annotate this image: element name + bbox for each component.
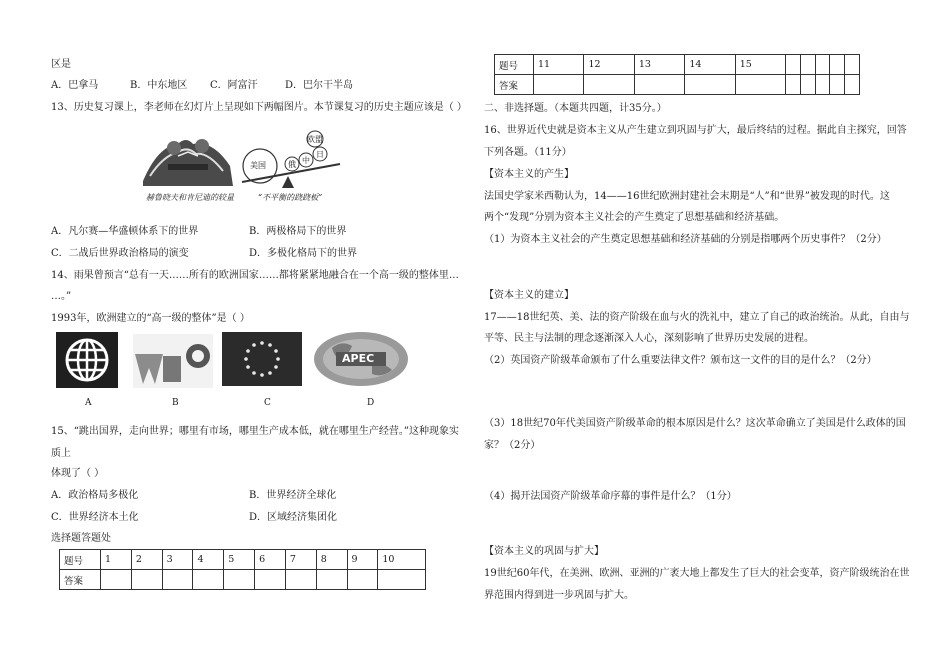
answer-cell[interactable] bbox=[735, 75, 785, 95]
answer-table-1-10 bbox=[59, 549, 426, 590]
part2-title: 二、非选择题。（本题共四题，计35分。） bbox=[484, 103, 667, 114]
section2-para-line1: 17——18世纪英、美、法的资产阶级在血与火的洗礼中，建立了自己的政治统治。从此，自由与 bbox=[484, 312, 910, 323]
table-cell: 4 bbox=[193, 550, 224, 570]
answer-cell[interactable] bbox=[786, 75, 801, 95]
seesaw-label-russia: 俄 bbox=[288, 160, 296, 169]
answer-cell[interactable] bbox=[101, 570, 132, 590]
table-cell: 11 bbox=[534, 55, 584, 75]
q15-option-c[interactable]: C．世界经济本土化 bbox=[51, 512, 139, 523]
cartoon-caption: 赫鲁晓夫和肯尼迪的较量 bbox=[146, 193, 234, 202]
table-row bbox=[495, 75, 860, 95]
world-bank-logo-icon bbox=[56, 332, 118, 388]
answer-cell[interactable] bbox=[685, 75, 735, 95]
question-1: （1）为资本主义社会的产生奠定思想基础和经济基础的分别是指哪两个历史事件？（2分） bbox=[484, 234, 887, 245]
seesaw-label-usa: 美国 bbox=[250, 161, 266, 170]
logo-label-a[interactable]: A bbox=[85, 398, 92, 408]
table-cell: 答案 bbox=[60, 570, 101, 590]
q14-line3: 1993年，欧洲建立的“高一级的整体”是（ ） bbox=[51, 313, 250, 324]
answer-cell[interactable] bbox=[584, 75, 634, 95]
q15-option-a[interactable]: A．政治格局多极化 bbox=[51, 490, 139, 501]
table-cell bbox=[845, 55, 860, 75]
question-2: （2）英国资产阶级革命颁布了什么重要法律文件？颁布这一文件的目的是什么？（2分） bbox=[484, 355, 877, 366]
table-cell: 13 bbox=[634, 55, 684, 75]
answer-cell[interactable] bbox=[815, 75, 830, 95]
table-cell bbox=[815, 55, 830, 75]
answer-cell[interactable] bbox=[347, 570, 378, 590]
q15-option-d[interactable]: D．区域经济集团化 bbox=[249, 512, 338, 523]
q15-option-b[interactable]: B．世界经济全球化 bbox=[249, 490, 337, 501]
seesaw-caption: “不平衡的跷跷板” bbox=[258, 193, 323, 202]
section1-para-line1: 法国史学家米西勒认为，14——16世纪欧洲封建社会末期是“人”和“世界”被发现的时代。这 bbox=[484, 191, 890, 202]
q12-tail: 区是 bbox=[51, 59, 71, 70]
table-cell: 7 bbox=[285, 550, 316, 570]
seesaw-label-eu: 欧盟 bbox=[307, 135, 323, 144]
answer-cell[interactable] bbox=[634, 75, 684, 95]
answer-cell[interactable] bbox=[534, 75, 584, 95]
question-3-line2: 家？（2分） bbox=[484, 440, 541, 451]
table-cell bbox=[786, 55, 801, 75]
q16-line1: 16、世界近代史就是资本主义从产生建立到巩固与扩大，最后终结的过程。据此自主探究，回答 bbox=[484, 125, 907, 136]
answer-cell[interactable] bbox=[193, 570, 224, 590]
q12-option-d[interactable]: D．巴尔干半岛 bbox=[285, 80, 354, 91]
table-cell bbox=[830, 55, 845, 75]
q15-line1: 15、“跳出国界，走向世界；哪里有市场，哪里生产成本低，就在哪里生产经营。”这种现象实 bbox=[51, 426, 459, 437]
table-cell: 3 bbox=[162, 550, 193, 570]
answer-cell[interactable] bbox=[162, 570, 193, 590]
question-4: （4）揭开法国资产阶级革命序幕的事件是什么？（1分） bbox=[484, 491, 737, 502]
table-cell: 题号 bbox=[60, 550, 101, 570]
question-3-line1: （3）18世纪70年代美国资产阶级革命的根本原因是什么？这次革命确立了美国是什么政体的国 bbox=[484, 418, 906, 429]
table-cell: 10 bbox=[378, 550, 426, 570]
table-row bbox=[495, 55, 860, 75]
table-cell: 6 bbox=[255, 550, 286, 570]
answer-cell[interactable] bbox=[285, 570, 316, 590]
q13-option-c[interactable]: C．二战后世界政治格局的演变 bbox=[51, 248, 189, 259]
section1-para-line2: 两个“发现”分别为资本主义社会的产生奠定了思想基础和经济基础。 bbox=[484, 212, 785, 223]
seesaw-image bbox=[240, 130, 345, 192]
table-cell: 5 bbox=[224, 550, 255, 570]
section-title-establishment: 【资本主义的建立】 bbox=[484, 290, 574, 301]
answer-cell[interactable] bbox=[255, 570, 286, 590]
logo-label-b[interactable]: B bbox=[172, 398, 179, 408]
q12-option-c[interactable]: C．阿富汗 bbox=[210, 80, 258, 91]
table-cell: 1 bbox=[101, 550, 132, 570]
table-cell bbox=[800, 55, 815, 75]
answer-cell[interactable] bbox=[316, 570, 347, 590]
q13-option-b[interactable]: B．两极格局下的世界 bbox=[249, 226, 347, 237]
table-cell: 9 bbox=[347, 550, 378, 570]
table-cell: 12 bbox=[584, 55, 634, 75]
table-cell: 8 bbox=[316, 550, 347, 570]
q13-option-a[interactable]: A．凡尔赛—华盛顿体系下的世界 bbox=[51, 226, 199, 237]
answer-cell[interactable] bbox=[378, 570, 426, 590]
q14-line1: 14、雨果曾预言“总有一天……所有的欧洲国家……都将紧紧地融合在一个高一级的整体里… bbox=[51, 270, 459, 281]
answer-area-title: 选择题答题处 bbox=[51, 533, 111, 544]
q12-option-a[interactable]: A．巴拿马 bbox=[51, 80, 99, 91]
table-cell: 答案 bbox=[495, 75, 534, 95]
section-title-emergence: 【资本主义的产生】 bbox=[484, 169, 574, 180]
table-cell: 15 bbox=[735, 55, 785, 75]
q14-line2: …。” bbox=[51, 291, 72, 302]
table-cell: 14 bbox=[685, 55, 735, 75]
section3-para-line1: 19世纪60年代，在美洲、欧洲、亚洲的广袤大地上都发生了巨大的社会变革，资产阶级统治在世 bbox=[484, 568, 910, 579]
eu-flag-icon bbox=[222, 332, 302, 386]
seesaw-label-japan: 日 bbox=[316, 150, 324, 159]
answer-cell[interactable] bbox=[131, 570, 162, 590]
wto-logo-icon bbox=[133, 334, 213, 388]
answer-cell[interactable] bbox=[800, 75, 815, 95]
section3-para-line2: 界范围内得到进一步巩固与扩大。 bbox=[484, 590, 634, 601]
answer-cell[interactable] bbox=[845, 75, 860, 95]
q16-line2: 下列各题。（11分） bbox=[484, 147, 572, 158]
q13-stem: 13、历史复习课上，李老师在幻灯片上呈现如下两幅图片。本节课复习的历史主题应该是（ ） bbox=[51, 102, 467, 113]
q15-line3: 体现了（ ） bbox=[51, 468, 105, 479]
q13-option-d[interactable]: D．多极化格局下的世界 bbox=[249, 248, 358, 259]
q15-line2: 质上 bbox=[51, 448, 71, 459]
table-row bbox=[60, 570, 426, 590]
answer-cell[interactable] bbox=[830, 75, 845, 95]
logo-label-d[interactable]: D bbox=[367, 398, 375, 408]
logo-label-c[interactable]: C bbox=[264, 398, 271, 408]
seesaw-label-china: 中 bbox=[302, 156, 310, 165]
section-title-consolidation: 【资本主义的巩固与扩大】 bbox=[484, 546, 604, 557]
section2-para-line2: 平等、民主与法制的理念逐渐深入人心，深刻影响了世界历史发展的进程。 bbox=[484, 333, 814, 344]
apec-logo-text: APEC bbox=[342, 352, 375, 365]
answer-table-11-15 bbox=[494, 54, 860, 95]
table-row bbox=[60, 550, 426, 570]
apec-logo-icon bbox=[312, 330, 410, 388]
answer-cell[interactable] bbox=[224, 570, 255, 590]
table-cell: 2 bbox=[131, 550, 162, 570]
table-cell: 题号 bbox=[495, 55, 534, 75]
q12-option-b[interactable]: B．中东地区 bbox=[130, 80, 188, 91]
